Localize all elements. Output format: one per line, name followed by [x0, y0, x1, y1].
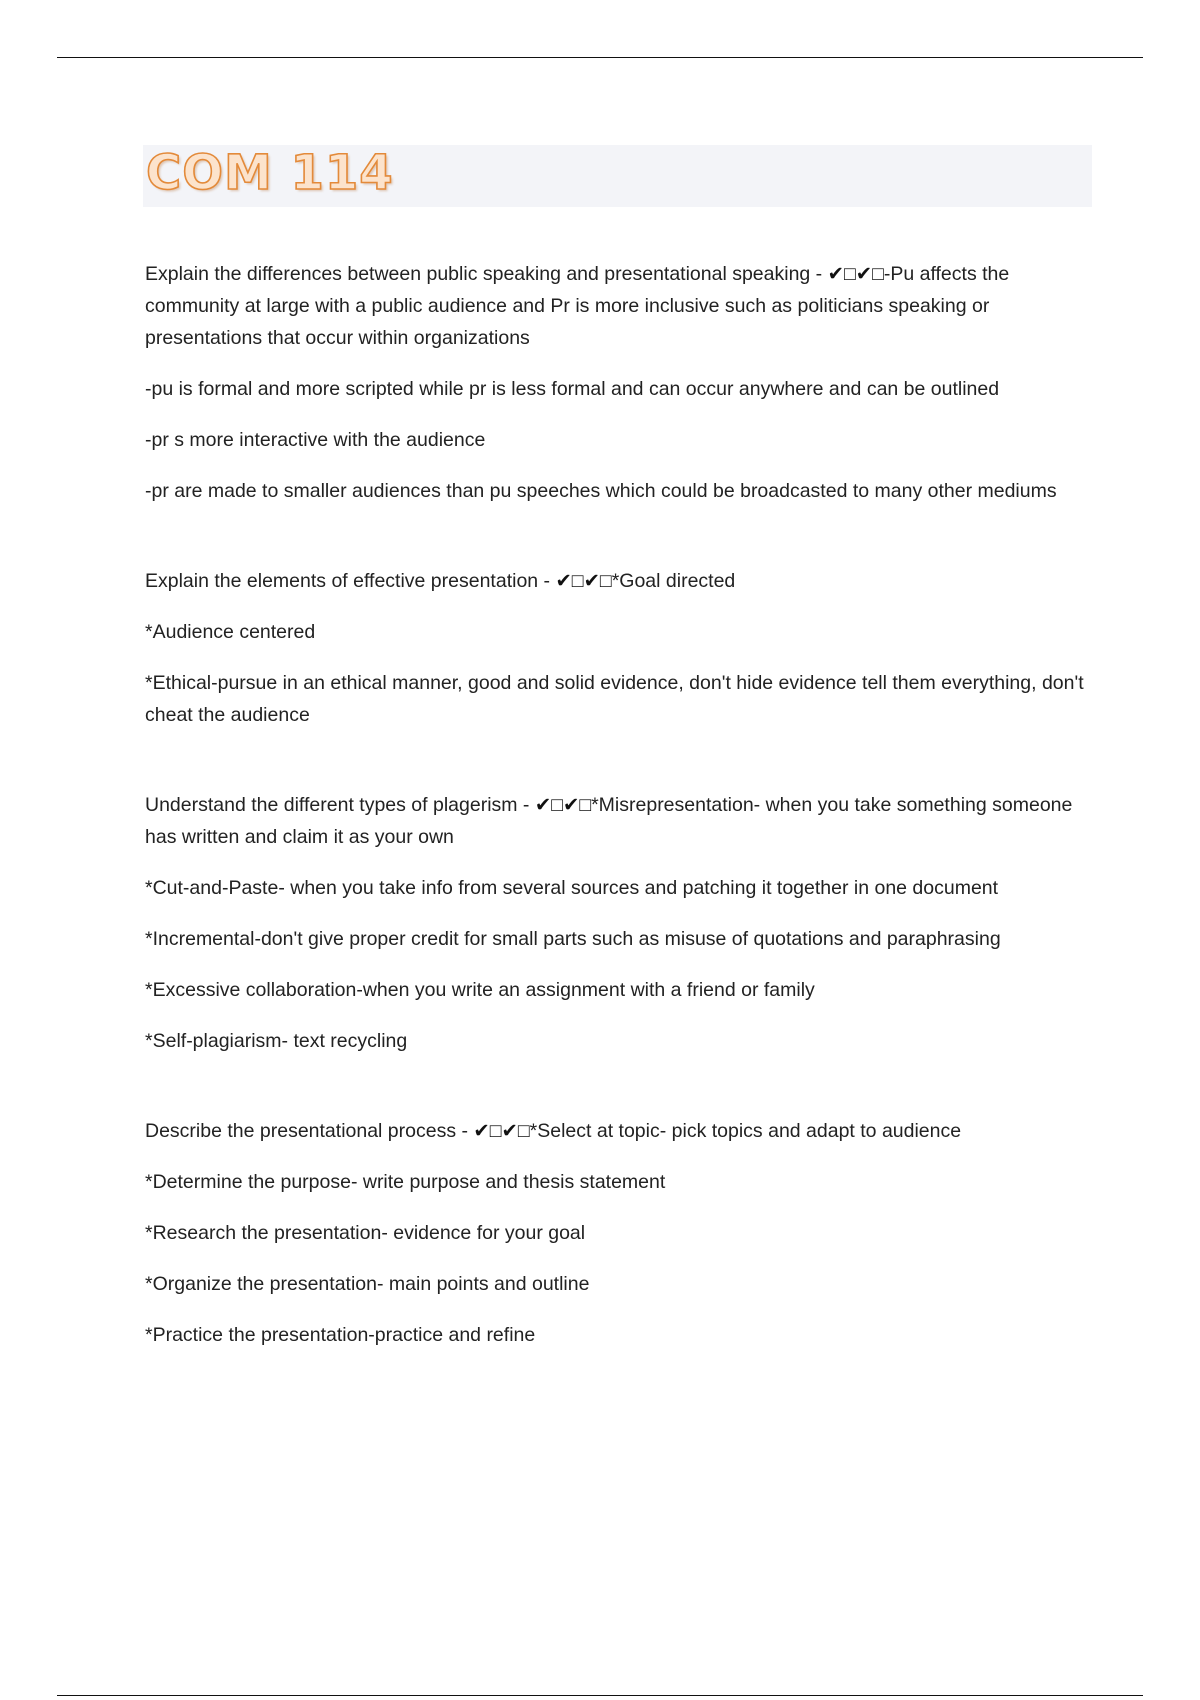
top-rule — [57, 57, 1143, 58]
qa-question-paragraph — [145, 565, 1100, 597]
qa-answer-line: *Cut-and-Paste- when you take info from several sources and patching it together in one document — [145, 877, 999, 899]
qa-answer-line: -pu is formal and more scripted while pr is less formal and can occur anywhere and can be outlined — [145, 378, 1000, 400]
qa-answer-line: *Determine the purpose- write purpose and thesis statement — [145, 1171, 666, 1193]
document-body — [145, 258, 1100, 1409]
qa-item — [145, 258, 1100, 507]
document-title: COM 114 — [146, 145, 394, 201]
qa-answer-line: *Ethical-pursue in an ethical manner, good and solid evidence, don't hide evidence tell them everything, don't cheat the audience — [145, 672, 1084, 726]
qa-question: Describe the presentational process - — [145, 1120, 474, 1142]
qa-answer-line: *Excessive collaboration-when you write an assignment with a friend or family — [145, 979, 815, 1001]
qa-answer-line: -pr are made to smaller audiences than pu speeches which could be broadcasted to many other mediums — [145, 480, 1057, 502]
check-marker-icon: ✔□✔□ — [827, 263, 884, 285]
qa-question-paragraph — [145, 258, 1100, 354]
qa-answer-line: *Organize the presentation- main points and outline — [145, 1273, 590, 1295]
title-banner — [143, 145, 1092, 207]
qa-question: Explain the elements of effective presentation - — [145, 570, 556, 592]
qa-item — [145, 565, 1100, 731]
qa-answer-line: *Audience centered — [145, 621, 316, 643]
qa-first-answer: *Misrepresentation- when you take something someone has written and claim it as your own — [145, 794, 1073, 848]
qa-answer-line: -pr s more interactive with the audience — [145, 429, 486, 451]
check-marker-icon: ✔□✔□ — [534, 794, 592, 816]
check-marker-icon: ✔□✔□ — [473, 1120, 530, 1142]
qa-first-answer: *Select at topic- pick topics and adapt to audience — [529, 1120, 962, 1142]
qa-first-answer: *Goal directed — [611, 570, 736, 592]
qa-question: Understand the different types of plagerism - — [145, 794, 535, 816]
qa-answer-line: *Self-plagiarism- text recycling — [145, 1030, 408, 1052]
qa-first-answer: -Pu affects the community at large with a public audience and Pr is more inclusive such as politicians speaking or presentations that occur within organizations — [145, 263, 1010, 349]
qa-item — [145, 1115, 1100, 1351]
qa-answer-line: *Incremental-don't give proper credit for small parts such as misuse of quotations and paraphrasing — [145, 928, 1001, 950]
bottom-rule — [57, 1695, 1143, 1696]
qa-item — [145, 789, 1100, 1057]
qa-question: Explain the differences between public speaking and presentational speaking - — [145, 263, 828, 285]
qa-answer-line: *Research the presentation- evidence for your goal — [145, 1222, 586, 1244]
qa-question-paragraph — [145, 1115, 1100, 1147]
qa-answer-line: *Practice the presentation-practice and refine — [145, 1324, 536, 1346]
check-marker-icon: ✔□✔□ — [555, 570, 612, 592]
qa-question-paragraph — [145, 789, 1100, 853]
